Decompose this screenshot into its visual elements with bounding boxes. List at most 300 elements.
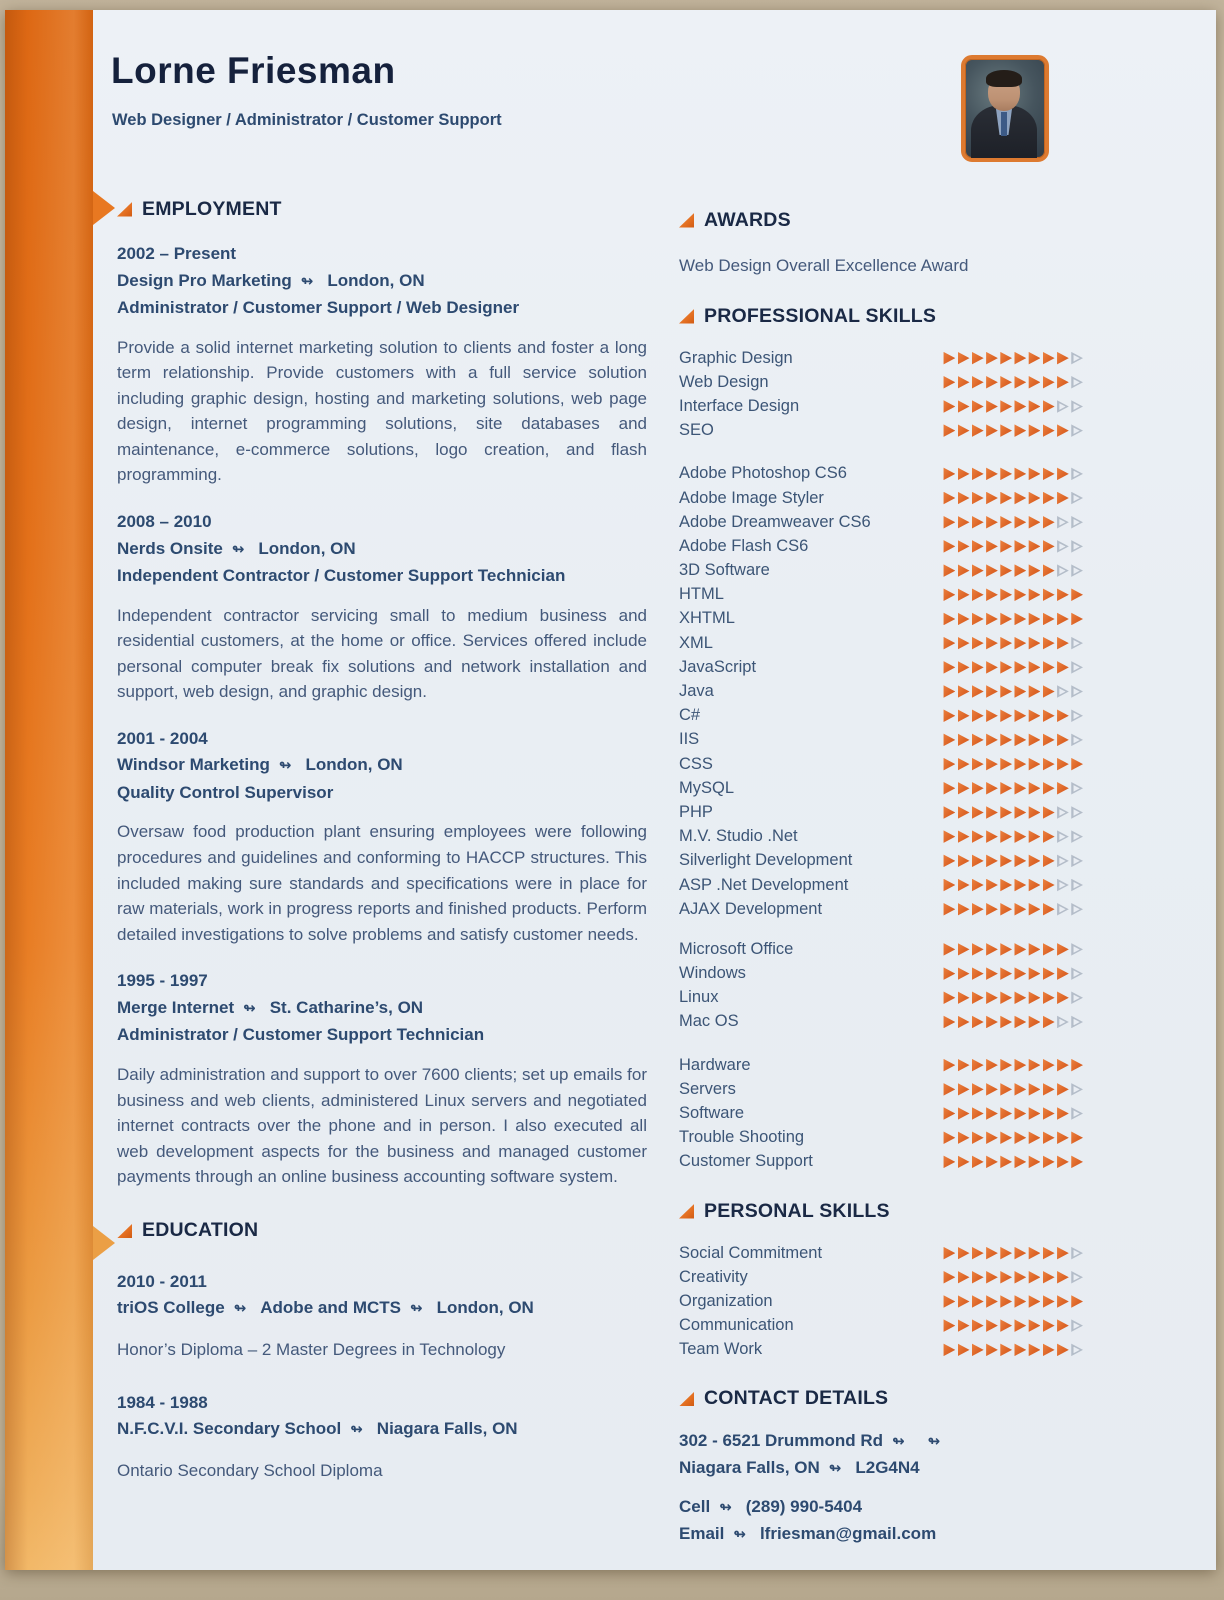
org-line-part: London, ON [305, 755, 403, 775]
skill-label: Adobe Image Styler [679, 488, 824, 507]
triangle-filled-icon [943, 1295, 955, 1308]
triangle-filled-icon [958, 830, 970, 843]
skill-label: Windows [679, 964, 746, 983]
triangle-filled-icon [986, 1131, 998, 1144]
triangle-filled-icon [1071, 588, 1083, 601]
triangle-filled-icon [1014, 1015, 1026, 1028]
section-marker-icon [679, 1204, 694, 1219]
triangle-filled-icon [958, 400, 970, 413]
triangle-filled-icon [1028, 1015, 1040, 1028]
triangle-filled-icon [1014, 1131, 1026, 1144]
triangle-outline-icon [1071, 637, 1083, 650]
skill-label: C# [679, 706, 701, 725]
skill-row [679, 1150, 1083, 1174]
skill-rating [941, 661, 1083, 674]
triangle-filled-icon [1014, 588, 1026, 601]
triangle-filled-icon [986, 376, 998, 389]
entry-dates: 2010 - 2011 [117, 1271, 207, 1291]
triangle-filled-icon [1014, 1059, 1026, 1072]
triangle-filled-icon [972, 1155, 984, 1168]
triangle-filled-icon [1000, 564, 1012, 577]
triangle-filled-icon [972, 967, 984, 980]
skill-row [679, 1010, 1083, 1034]
triangle-filled-icon [1014, 1271, 1026, 1284]
contact-line [679, 1494, 1083, 1522]
skill-row [679, 486, 1083, 510]
triangle-filled-icon [958, 1015, 970, 1028]
skill-rating [941, 376, 1083, 389]
triangle-outline-icon [1057, 879, 1069, 892]
triangle-filled-icon [1000, 685, 1012, 698]
triangle-filled-icon [986, 879, 998, 892]
triangle-filled-icon [943, 1083, 955, 1096]
triangle-outline-icon [1057, 540, 1069, 553]
skill-row [679, 1077, 1083, 1101]
triangle-filled-icon [1014, 733, 1026, 746]
skill-rating [941, 758, 1083, 771]
section-title: AWARDS [704, 208, 791, 231]
triangle-filled-icon [972, 1271, 984, 1284]
triangle-filled-icon [1057, 1343, 1069, 1356]
triangle-filled-icon [1028, 830, 1040, 843]
triangle-filled-icon [943, 943, 955, 956]
triangle-filled-icon [1000, 709, 1012, 722]
triangle-filled-icon [986, 467, 998, 480]
skill-rating [941, 903, 1083, 916]
triangle-filled-icon [1057, 782, 1069, 795]
triangle-filled-icon [1043, 943, 1055, 956]
triangle-outline-icon [1071, 424, 1083, 437]
triangle-filled-icon [972, 467, 984, 480]
skill-row [679, 800, 1083, 824]
education-entries [117, 1269, 647, 1484]
org-line-part: N.F.C.V.I. Secondary School [117, 1419, 342, 1439]
triangle-filled-icon [1000, 612, 1012, 625]
skill-rating [941, 540, 1083, 553]
section-header-personal-skills [679, 1200, 1083, 1222]
triangle-outline-icon [1071, 1319, 1083, 1332]
triangle-filled-icon [1043, 991, 1055, 1004]
skill-rating [941, 564, 1083, 577]
triangle-filled-icon [1057, 376, 1069, 389]
triangle-filled-icon [958, 1083, 970, 1096]
triangle-filled-icon [1000, 637, 1012, 650]
triangle-filled-icon [1014, 943, 1026, 956]
triangle-filled-icon [1028, 991, 1040, 1004]
section-marker-icon [679, 309, 694, 324]
triangle-filled-icon [972, 516, 984, 529]
triangle-filled-icon [986, 806, 998, 819]
triangle-filled-icon [1057, 1295, 1069, 1308]
skill-label: MySQL [679, 778, 735, 797]
skill-label: Software [679, 1104, 745, 1123]
contact-line-part: Cell [679, 1496, 711, 1516]
triangle-filled-icon [958, 492, 970, 505]
skill-rating [941, 424, 1083, 437]
triangle-filled-icon [958, 903, 970, 916]
triangle-filled-icon [943, 967, 955, 980]
triangle-filled-icon [958, 1271, 970, 1284]
triangle-filled-icon [1028, 492, 1040, 505]
section-title: CONTACT DETAILS [704, 1387, 889, 1410]
triangle-filled-icon [1043, 400, 1055, 413]
triangle-filled-icon [972, 424, 984, 437]
employment-entry [117, 726, 647, 947]
triangle-outline-icon [1071, 991, 1083, 1004]
entry-school-location [117, 1295, 647, 1323]
entry-diploma: Honor’s Diploma – 2 Master Degrees in Technology [117, 1339, 506, 1359]
skill-rating [941, 1271, 1083, 1284]
org-line-part: triOS College [117, 1298, 225, 1318]
squiggle-separator-icon: ↬ [719, 1498, 732, 1516]
triangle-filled-icon [958, 540, 970, 553]
skill-group [679, 1053, 1083, 1174]
skill-label: Graphic Design [679, 348, 793, 367]
triangle-filled-icon [958, 685, 970, 698]
triangle-filled-icon [1028, 733, 1040, 746]
triangle-filled-icon [1043, 540, 1055, 553]
professional-skill-groups [679, 346, 1083, 1174]
triangle-filled-icon [943, 991, 955, 1004]
personal-skill-groups [679, 1241, 1083, 1362]
skill-label: HTML [679, 585, 724, 604]
triangle-filled-icon [986, 903, 998, 916]
triangle-filled-icon [943, 400, 955, 413]
section-title: PERSONAL SKILLS [704, 1199, 890, 1222]
triangle-outline-icon [1071, 709, 1083, 722]
triangle-outline-icon [1071, 782, 1083, 795]
entry-description: Oversaw food production plant ensuring employees were following procedures and guidelines and conforming to HACCP structures. This included making sure standards and specifications were in place for raw materials, work in progress reports and finished products. Perform detailed investigations to solve problems and satisfy customer needs. [117, 822, 647, 944]
triangle-filled-icon [986, 733, 998, 746]
triangle-outline-icon [1071, 376, 1083, 389]
photo-tie-shape [1001, 112, 1007, 136]
triangle-filled-icon [1028, 467, 1040, 480]
triangle-filled-icon [1028, 967, 1040, 980]
triangle-filled-icon [1014, 400, 1026, 413]
org-line-part: St. Catharine’s, ON [269, 997, 424, 1017]
triangle-filled-icon [986, 685, 998, 698]
skill-row [679, 534, 1083, 558]
triangle-filled-icon [1043, 492, 1055, 505]
triangle-filled-icon [958, 854, 970, 867]
triangle-filled-icon [1000, 1059, 1012, 1072]
triangle-filled-icon [1014, 1295, 1026, 1308]
triangle-filled-icon [1028, 588, 1040, 601]
triangle-filled-icon [1057, 943, 1069, 956]
triangle-outline-icon [1071, 564, 1083, 577]
skill-row [679, 704, 1083, 728]
triangle-filled-icon [1028, 879, 1040, 892]
triangle-filled-icon [1057, 492, 1069, 505]
triangle-filled-icon [943, 516, 955, 529]
triangle-filled-icon [1014, 830, 1026, 843]
entry-role: Independent Contractor / Customer Support Technician [117, 566, 566, 586]
entry-description: Provide a solid internet marketing solution to clients and foster a long term relationship. Provide customers with a full service solution including graphic design, hosting and marketing solutions, web page design, internet programming solutions, site databases and maintenance, e-commerce solutions, logo creation, and flash programming. [117, 337, 647, 485]
skill-label: SEO [679, 421, 714, 440]
triangle-filled-icon [1043, 1059, 1055, 1072]
triangle-filled-icon [972, 903, 984, 916]
triangle-filled-icon [958, 758, 970, 771]
triangle-filled-icon [943, 709, 955, 722]
entry-dates: 2008 – 2010 [117, 512, 212, 532]
triangle-filled-icon [1043, 1083, 1055, 1096]
skill-row [679, 1241, 1083, 1265]
triangle-filled-icon [1043, 612, 1055, 625]
triangle-filled-icon [986, 637, 998, 650]
triangle-filled-icon [958, 661, 970, 674]
triangle-outline-icon [1071, 879, 1083, 892]
triangle-filled-icon [972, 782, 984, 795]
triangle-filled-icon [1057, 588, 1069, 601]
triangle-filled-icon [943, 854, 955, 867]
section-marker-icon [117, 202, 132, 217]
triangle-outline-icon [1057, 685, 1069, 698]
triangle-filled-icon [1057, 661, 1069, 674]
triangle-filled-icon [1043, 1343, 1055, 1356]
skill-row [679, 1289, 1083, 1313]
education-entry [117, 1269, 647, 1363]
section-title: PROFESSIONAL SKILLS [704, 304, 937, 327]
entry-description: Independent contractor servicing small to medium business and residential customers, at the home or office. Services offered include personal computer break fix solutions and network installation and support, web design, and graphic design. [117, 605, 647, 702]
skill-row [679, 752, 1083, 776]
triangle-filled-icon [958, 733, 970, 746]
triangle-filled-icon [1043, 733, 1055, 746]
skill-row [679, 655, 1083, 679]
skill-rating [941, 1059, 1083, 1072]
triangle-filled-icon [972, 612, 984, 625]
triangle-filled-icon [1043, 830, 1055, 843]
triangle-filled-icon [1043, 854, 1055, 867]
contact-comm-lines [679, 1494, 1083, 1549]
triangle-filled-icon [1043, 685, 1055, 698]
squiggle-separator-icon: ↬ [409, 1300, 423, 1318]
triangle-filled-icon [943, 352, 955, 365]
triangle-filled-icon [1028, 1271, 1040, 1284]
skill-rating [941, 854, 1083, 867]
triangle-filled-icon [986, 1083, 998, 1096]
entry-company-location [117, 995, 647, 1023]
triangle-filled-icon [972, 879, 984, 892]
triangle-filled-icon [943, 467, 955, 480]
triangle-filled-icon [943, 424, 955, 437]
org-line-part: London, ON [436, 1298, 534, 1318]
triangle-filled-icon [943, 637, 955, 650]
triangle-filled-icon [943, 1155, 955, 1168]
triangle-filled-icon [1043, 1271, 1055, 1284]
triangle-filled-icon [1000, 661, 1012, 674]
triangle-filled-icon [1014, 424, 1026, 437]
triangle-filled-icon [972, 943, 984, 956]
skill-row [679, 394, 1083, 418]
skill-group [679, 937, 1083, 1034]
org-line-part: London, ON [327, 270, 425, 290]
skill-rating [941, 709, 1083, 722]
skill-rating [941, 806, 1083, 819]
triangle-filled-icon [1014, 758, 1026, 771]
employment-entry [117, 241, 647, 488]
skill-rating [941, 1015, 1083, 1028]
triangle-filled-icon [943, 588, 955, 601]
triangle-filled-icon [958, 782, 970, 795]
triangle-filled-icon [986, 854, 998, 867]
triangle-filled-icon [958, 943, 970, 956]
triangle-filled-icon [972, 588, 984, 601]
triangle-filled-icon [1028, 516, 1040, 529]
triangle-filled-icon [1014, 376, 1026, 389]
triangle-filled-icon [958, 879, 970, 892]
contact-line-part: lfriesman@gmail.com [759, 1524, 937, 1544]
triangle-filled-icon [972, 352, 984, 365]
triangle-outline-icon [1071, 516, 1083, 529]
skill-label: Trouble Shooting [679, 1128, 805, 1147]
triangle-outline-icon [1071, 967, 1083, 980]
triangle-filled-icon [943, 492, 955, 505]
triangle-filled-icon [972, 758, 984, 771]
triangle-filled-icon [972, 540, 984, 553]
resume-page [5, 10, 1216, 1570]
triangle-filled-icon [972, 854, 984, 867]
triangle-filled-icon [958, 1247, 970, 1260]
skill-group [679, 346, 1083, 443]
skill-label: Communication [679, 1316, 794, 1335]
skill-rating [941, 830, 1083, 843]
triangle-outline-icon [1071, 540, 1083, 553]
triangle-filled-icon [1043, 424, 1055, 437]
triangle-filled-icon [1028, 564, 1040, 577]
triangle-filled-icon [972, 1015, 984, 1028]
triangle-outline-icon [1071, 1015, 1083, 1028]
contact-line [679, 1428, 1083, 1456]
triangle-filled-icon [943, 1343, 955, 1356]
triangle-filled-icon [1028, 1107, 1040, 1120]
triangle-filled-icon [972, 709, 984, 722]
triangle-filled-icon [1028, 685, 1040, 698]
triangle-filled-icon [986, 1155, 998, 1168]
triangle-filled-icon [943, 1059, 955, 1072]
org-line-part: Niagara Falls, ON [376, 1419, 518, 1439]
section-header-awards [679, 209, 1083, 231]
triangle-filled-icon [986, 661, 998, 674]
triangle-filled-icon [943, 564, 955, 577]
triangle-filled-icon [943, 1107, 955, 1120]
squiggle-separator-icon: ↬ [231, 540, 245, 558]
triangle-filled-icon [958, 612, 970, 625]
triangle-filled-icon [972, 685, 984, 698]
triangle-filled-icon [1057, 758, 1069, 771]
triangle-filled-icon [1000, 879, 1012, 892]
skill-label: Adobe Photoshop CS6 [679, 464, 847, 483]
triangle-filled-icon [1028, 758, 1040, 771]
skill-rating [941, 1247, 1083, 1260]
triangle-filled-icon [986, 564, 998, 577]
entry-school-location [117, 1416, 647, 1444]
triangle-filled-icon [972, 1083, 984, 1096]
triangle-filled-icon [1014, 1343, 1026, 1356]
skill-label: Linux [679, 988, 719, 1007]
triangle-filled-icon [1000, 967, 1012, 980]
skill-label: PHP [679, 802, 713, 821]
triangle-filled-icon [986, 782, 998, 795]
triangle-filled-icon [986, 830, 998, 843]
skill-label: Creativity [679, 1267, 748, 1286]
triangle-filled-icon [1014, 540, 1026, 553]
entry-diploma: Ontario Secondary School Diploma [117, 1460, 383, 1480]
triangle-filled-icon [986, 588, 998, 601]
triangle-filled-icon [972, 637, 984, 650]
triangle-filled-icon [943, 612, 955, 625]
triangle-filled-icon [1000, 467, 1012, 480]
triangle-filled-icon [972, 1247, 984, 1260]
triangle-filled-icon [1028, 1319, 1040, 1332]
skill-label: Web Design [679, 372, 769, 391]
triangle-filled-icon [986, 1295, 998, 1308]
sidebar-notch-education [93, 1226, 115, 1260]
triangle-filled-icon [958, 516, 970, 529]
triangle-outline-icon [1057, 806, 1069, 819]
triangle-filled-icon [972, 492, 984, 505]
skill-label: Team Work [679, 1340, 763, 1359]
triangle-filled-icon [1071, 1295, 1083, 1308]
triangle-filled-icon [1000, 1131, 1012, 1144]
triangle-filled-icon [1028, 806, 1040, 819]
triangle-filled-icon [943, 376, 955, 389]
entry-dates: 2002 – Present [117, 244, 237, 263]
triangle-filled-icon [986, 424, 998, 437]
contact-line-part: 302 - 6521 Drummond Rd [679, 1430, 884, 1450]
skill-row [679, 419, 1083, 443]
squiggle-separator-icon: ↬ [892, 1432, 905, 1450]
triangle-filled-icon [1000, 758, 1012, 771]
squiggle-separator-icon: ↬ [243, 999, 256, 1017]
triangle-filled-icon [1014, 564, 1026, 577]
triangle-filled-icon [1000, 1015, 1012, 1028]
skill-rating [941, 733, 1083, 746]
squiggle-separator-icon: ↬ [828, 1460, 842, 1478]
triangle-outline-icon [1071, 400, 1083, 413]
triangle-filled-icon [1028, 709, 1040, 722]
skill-label: Mac OS [679, 1012, 739, 1031]
triangle-outline-icon [1057, 1015, 1069, 1028]
triangle-filled-icon [972, 830, 984, 843]
skill-rating [941, 400, 1083, 413]
skill-rating [941, 1343, 1083, 1356]
triangle-outline-icon [1071, 1107, 1083, 1120]
org-line-part: Windsor Marketing [117, 755, 270, 775]
triangle-filled-icon [1043, 637, 1055, 650]
contact-line-part: L2G4N4 [855, 1458, 920, 1478]
triangle-outline-icon [1071, 806, 1083, 819]
triangle-filled-icon [943, 661, 955, 674]
skill-label: M.V. Studio .Net [679, 827, 798, 846]
triangle-filled-icon [1057, 612, 1069, 625]
triangle-filled-icon [1043, 879, 1055, 892]
skill-row [679, 897, 1083, 921]
triangle-outline-icon [1057, 903, 1069, 916]
triangle-filled-icon [1014, 637, 1026, 650]
triangle-outline-icon [1071, 903, 1083, 916]
triangle-filled-icon [1014, 903, 1026, 916]
triangle-filled-icon [1000, 806, 1012, 819]
triangle-filled-icon [943, 1247, 955, 1260]
profile-photo [961, 55, 1049, 162]
triangle-filled-icon [1028, 540, 1040, 553]
triangle-filled-icon [1057, 709, 1069, 722]
triangle-filled-icon [1014, 492, 1026, 505]
skill-row [679, 583, 1083, 607]
skill-rating [941, 1295, 1083, 1308]
skill-label: XML [679, 633, 713, 652]
entry-dates: 1995 - 1997 [117, 971, 208, 991]
